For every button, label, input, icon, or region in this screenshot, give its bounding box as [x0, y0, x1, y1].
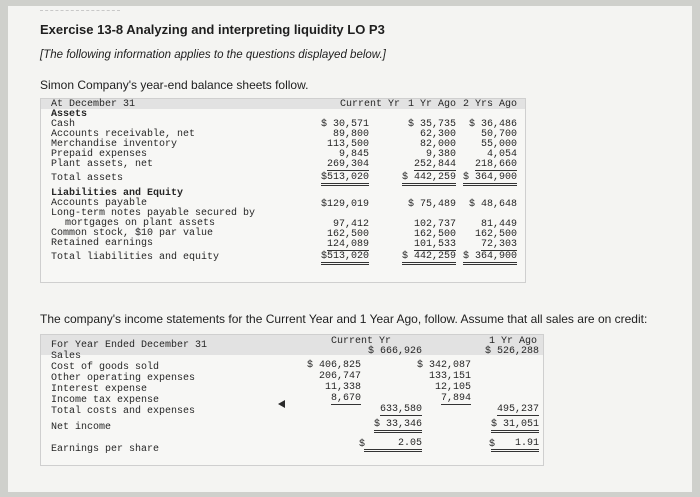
net-income-current: $ 33,346 [374, 420, 422, 433]
pen-cursor-icon [278, 400, 285, 408]
inventory-2yr: 55,000 [480, 139, 517, 150]
ap-label: Accounts payable [51, 198, 148, 209]
sales-current: $ 666,926 [367, 346, 422, 357]
intro-text: Simon Company's year-end balance sheets follow. [40, 78, 309, 92]
ap-1yr: $ 75,489 [407, 199, 456, 210]
eps-label: Earnings per share [51, 444, 160, 455]
assets-heading: Assets [51, 109, 88, 120]
cash-2yr: $ 36,486 [468, 119, 517, 130]
total-le-1yr: $ 442,259 [402, 252, 456, 265]
interest-1yr: 12,105 [434, 382, 471, 393]
eps-current-dollar: $ [359, 439, 366, 450]
notes-label-cont: mortgages on plant assets [65, 218, 216, 229]
balance-sheet-table [40, 98, 526, 283]
tax-1yr: 7,894 [440, 393, 471, 404]
col-2-yrs-ago: 2 Yrs Ago [463, 99, 518, 110]
plant-2yr: 218,660 [474, 159, 517, 170]
prepaid-1yr: 9,380 [425, 149, 456, 160]
cash-current: $ 30,571 [320, 119, 369, 130]
total-le-label: Total liabilities and equity [51, 252, 220, 263]
exercise-title: Exercise 13-8 Analyzing and interpreting liquidity LO P3 [40, 22, 385, 37]
income-intro-text: The company's income statements for the Current Year and 1 Year Ago, follow. Assume that all sales are on credit: [40, 312, 648, 326]
total-assets-2yr: $ 364,900 [463, 173, 517, 186]
notes-2yr: 81,449 [480, 219, 517, 230]
is-col-current-yr: Current Yr [331, 336, 392, 347]
opex-1yr: 133,151 [428, 371, 471, 382]
cash-1yr: $ 35,735 [407, 119, 456, 130]
plant-label: Plant assets, net [51, 159, 154, 170]
income-statement-table [40, 334, 544, 466]
inventory-label: Merchandise inventory [51, 139, 178, 150]
tax-label: Income tax expense [51, 395, 160, 406]
total-le-2yr: $ 364,900 [463, 252, 517, 265]
retained-earnings-2yr: 72,303 [480, 239, 517, 250]
tax-current: 8,670 [330, 393, 361, 404]
cogs-1yr: $ 342,087 [416, 360, 471, 371]
plant-current: 269,304 [326, 159, 369, 170]
ar-label: Accounts receivable, net [51, 129, 196, 140]
total-costs-label: Total costs and expenses [51, 406, 196, 417]
balance-sheet-heading: At December 31 [51, 99, 136, 110]
retained-earnings-label: Retained earnings [51, 238, 154, 249]
notes-current: 97,412 [332, 219, 369, 230]
opex-current: 206,747 [318, 371, 361, 382]
net-income-label: Net income [51, 422, 112, 433]
page [8, 6, 692, 492]
cogs-current: $ 406,825 [306, 360, 361, 371]
sales-1yr: $ 526,288 [484, 346, 539, 357]
ar-1yr: 62,300 [419, 129, 456, 140]
total-assets-label: Total assets [51, 173, 124, 184]
prepaid-label: Prepaid expenses [51, 149, 148, 160]
common-stock-2yr: 162,500 [474, 229, 517, 240]
interest-current: 11,338 [324, 382, 361, 393]
net-income-1yr: $ 31,051 [491, 420, 539, 433]
ap-current: $129,019 [320, 199, 369, 210]
plant-1yr: 252,844 [413, 159, 456, 170]
notes-label: Long-term notes payable secured by [51, 208, 256, 219]
is-col-1-yr-ago: 1 Yr Ago [489, 336, 538, 347]
sales-label: Sales [51, 351, 82, 362]
col-current-yr: Current Yr [340, 99, 401, 110]
ar-2yr: 50,700 [480, 129, 517, 140]
interest-label: Interest expense [51, 384, 148, 395]
eps-current: 2.05 [364, 439, 422, 452]
ap-2yr: $ 48,648 [468, 199, 517, 210]
decorative-divider [40, 10, 120, 11]
liabilities-heading: Liabilities and Equity [51, 188, 184, 199]
instructions-text: [The following information applies to the questions displayed below.] [40, 49, 386, 61]
eps-1yr-dollar: $ [489, 439, 496, 450]
cash-label: Cash [51, 119, 76, 130]
common-stock-current: 162,500 [326, 229, 369, 240]
total-costs-1yr: 495,237 [496, 404, 539, 415]
total-costs-current: 633,580 [379, 404, 422, 415]
inventory-current: 113,500 [326, 139, 369, 150]
common-stock-1yr: 162,500 [413, 229, 456, 240]
retained-earnings-1yr: 101,533 [413, 239, 456, 250]
total-assets-current: $513,020 [321, 173, 369, 186]
opex-label: Other operating expenses [51, 373, 196, 384]
ar-current: 89,800 [332, 129, 369, 140]
common-stock-label: Common stock, $10 par value [51, 228, 214, 239]
eps-1yr: 1.91 [491, 439, 539, 452]
cogs-label: Cost of goods sold [51, 362, 160, 373]
retained-earnings-current: 124,089 [326, 239, 369, 250]
prepaid-2yr: 4,054 [486, 149, 517, 160]
total-le-current: $513,020 [321, 252, 369, 265]
prepaid-current: 9,845 [338, 149, 369, 160]
total-assets-1yr: $ 442,259 [402, 173, 456, 186]
inventory-1yr: 82,000 [419, 139, 456, 150]
col-1-yr-ago: 1 Yr Ago [408, 99, 457, 110]
income-statement-heading: For Year Ended December 31 [51, 340, 208, 351]
notes-1yr: 102,737 [413, 219, 456, 230]
